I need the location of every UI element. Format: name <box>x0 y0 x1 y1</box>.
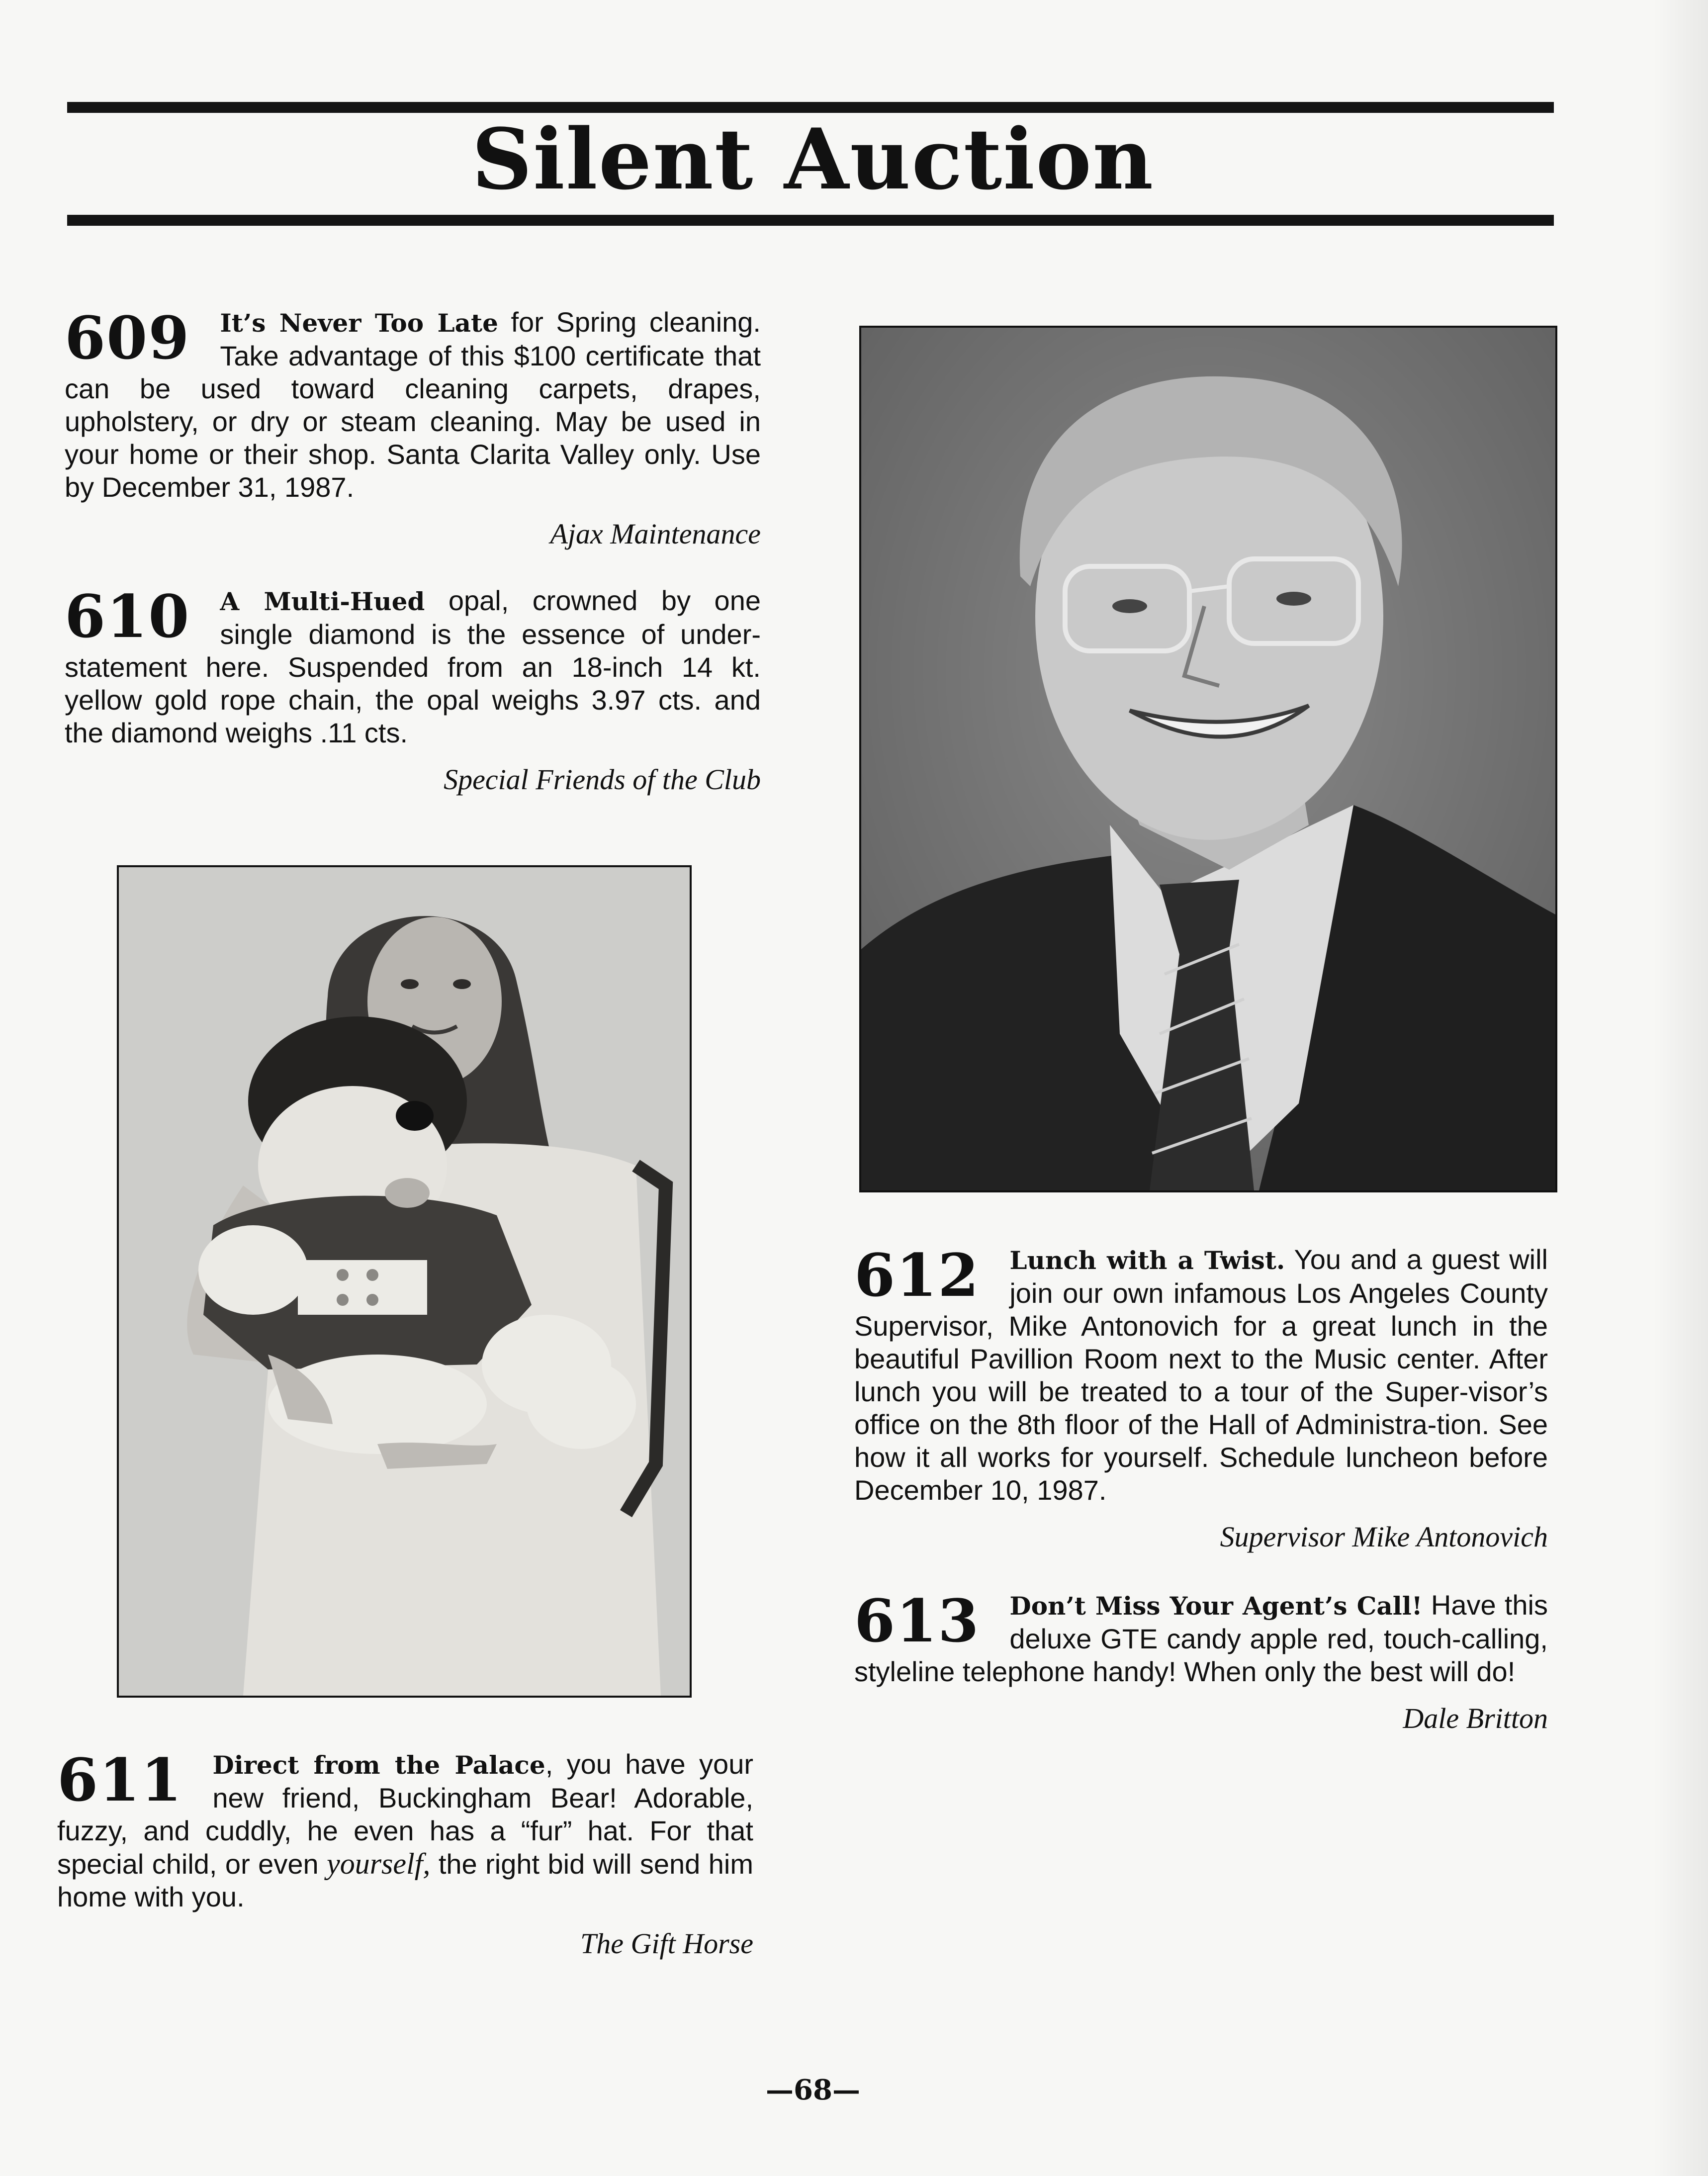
item-description <box>65 584 761 749</box>
supervisor-photo-image <box>861 328 1555 1190</box>
bear-photo-image <box>119 867 690 1696</box>
item-donor: Ajax Maintenance <box>550 518 761 550</box>
item-donor: Supervisor Mike Antonovich <box>1220 1521 1548 1553</box>
page-title: Silent Auction <box>471 110 1155 208</box>
item-description <box>854 1243 1548 1507</box>
item-text: the right bid will send him home with you. <box>57 1848 753 1912</box>
item-number: 611 <box>57 1745 183 1814</box>
auction-item-611 <box>57 1745 753 1960</box>
item-description <box>65 303 761 504</box>
item-text: Have this deluxe GTE candy apple red, touch-calling, styleline telephone handy! When only the best will do! <box>854 1589 1548 1687</box>
item-headline: A Multi-Hued <box>220 587 425 616</box>
auction-item-610 <box>65 584 761 796</box>
item-text: opal, crowned by one single diamond is the essence of under-statement here. Suspended from an 18-inch 14 kt. yellow gold rope chain, the opal weighs 3.97 cts. and the diamond weighs .11 cts. <box>65 585 761 748</box>
item-description <box>57 1745 753 1913</box>
item-headline: Lunch with a Twist. <box>1009 1246 1285 1275</box>
item-text: for Spring cleaning. Take advantage of this $100 certificate that can be used toward cleaning carpets, drapes, upholstery, or dry or steam cleaning. May be used in your home or their shop. Santa Clarita Valley only. Use by December 31, 1987. <box>65 306 761 503</box>
item-donor: Dale Britton <box>1403 1702 1548 1734</box>
auction-item-609 <box>65 303 761 550</box>
item-number: 609 <box>65 303 190 372</box>
item-number: 613 <box>854 1586 980 1655</box>
item-text: , you have your new friend, Buckingham Bear! Adorable, fuzzy, and cuddly, he even has a “fur” hat. For that special child, or even <box>57 1748 753 1880</box>
auction-item-613 <box>854 1586 1548 1735</box>
auction-item-612 <box>854 1243 1548 1553</box>
bear-photo <box>117 865 692 1698</box>
page-edge-shadow <box>1653 0 1708 2176</box>
header-rule-bottom <box>67 215 1554 226</box>
item-donor: The Gift Horse <box>580 1927 753 1960</box>
item-number: 612 <box>854 1241 980 1310</box>
item-headline: It’s Never Too Late <box>220 308 498 338</box>
page-number: —68— <box>766 2074 860 2106</box>
item-description <box>854 1586 1548 1688</box>
item-headline: Direct from the Palace <box>212 1750 545 1780</box>
supervisor-photo <box>859 326 1557 1192</box>
item-headline: Don’t Miss Your Agent’s Call! <box>1009 1591 1423 1621</box>
item-text: You and a guest will join our own infamous Los Angeles County Supervisor, Mike Antonovich for a great lunch in the beautiful Pavillion Room next to the Music center. After lunch you will be treated to a tour of the Super-visor’s office on the 8th floor of the Hall of Administra-tion. See how it all works for yourself. Schedule luncheon before December 10, 1987. <box>854 1244 1548 1506</box>
item-donor: Special Friends of the Club <box>444 763 761 796</box>
item-number: 610 <box>65 582 190 651</box>
item-text-emphasis: yourself, <box>327 1847 431 1880</box>
